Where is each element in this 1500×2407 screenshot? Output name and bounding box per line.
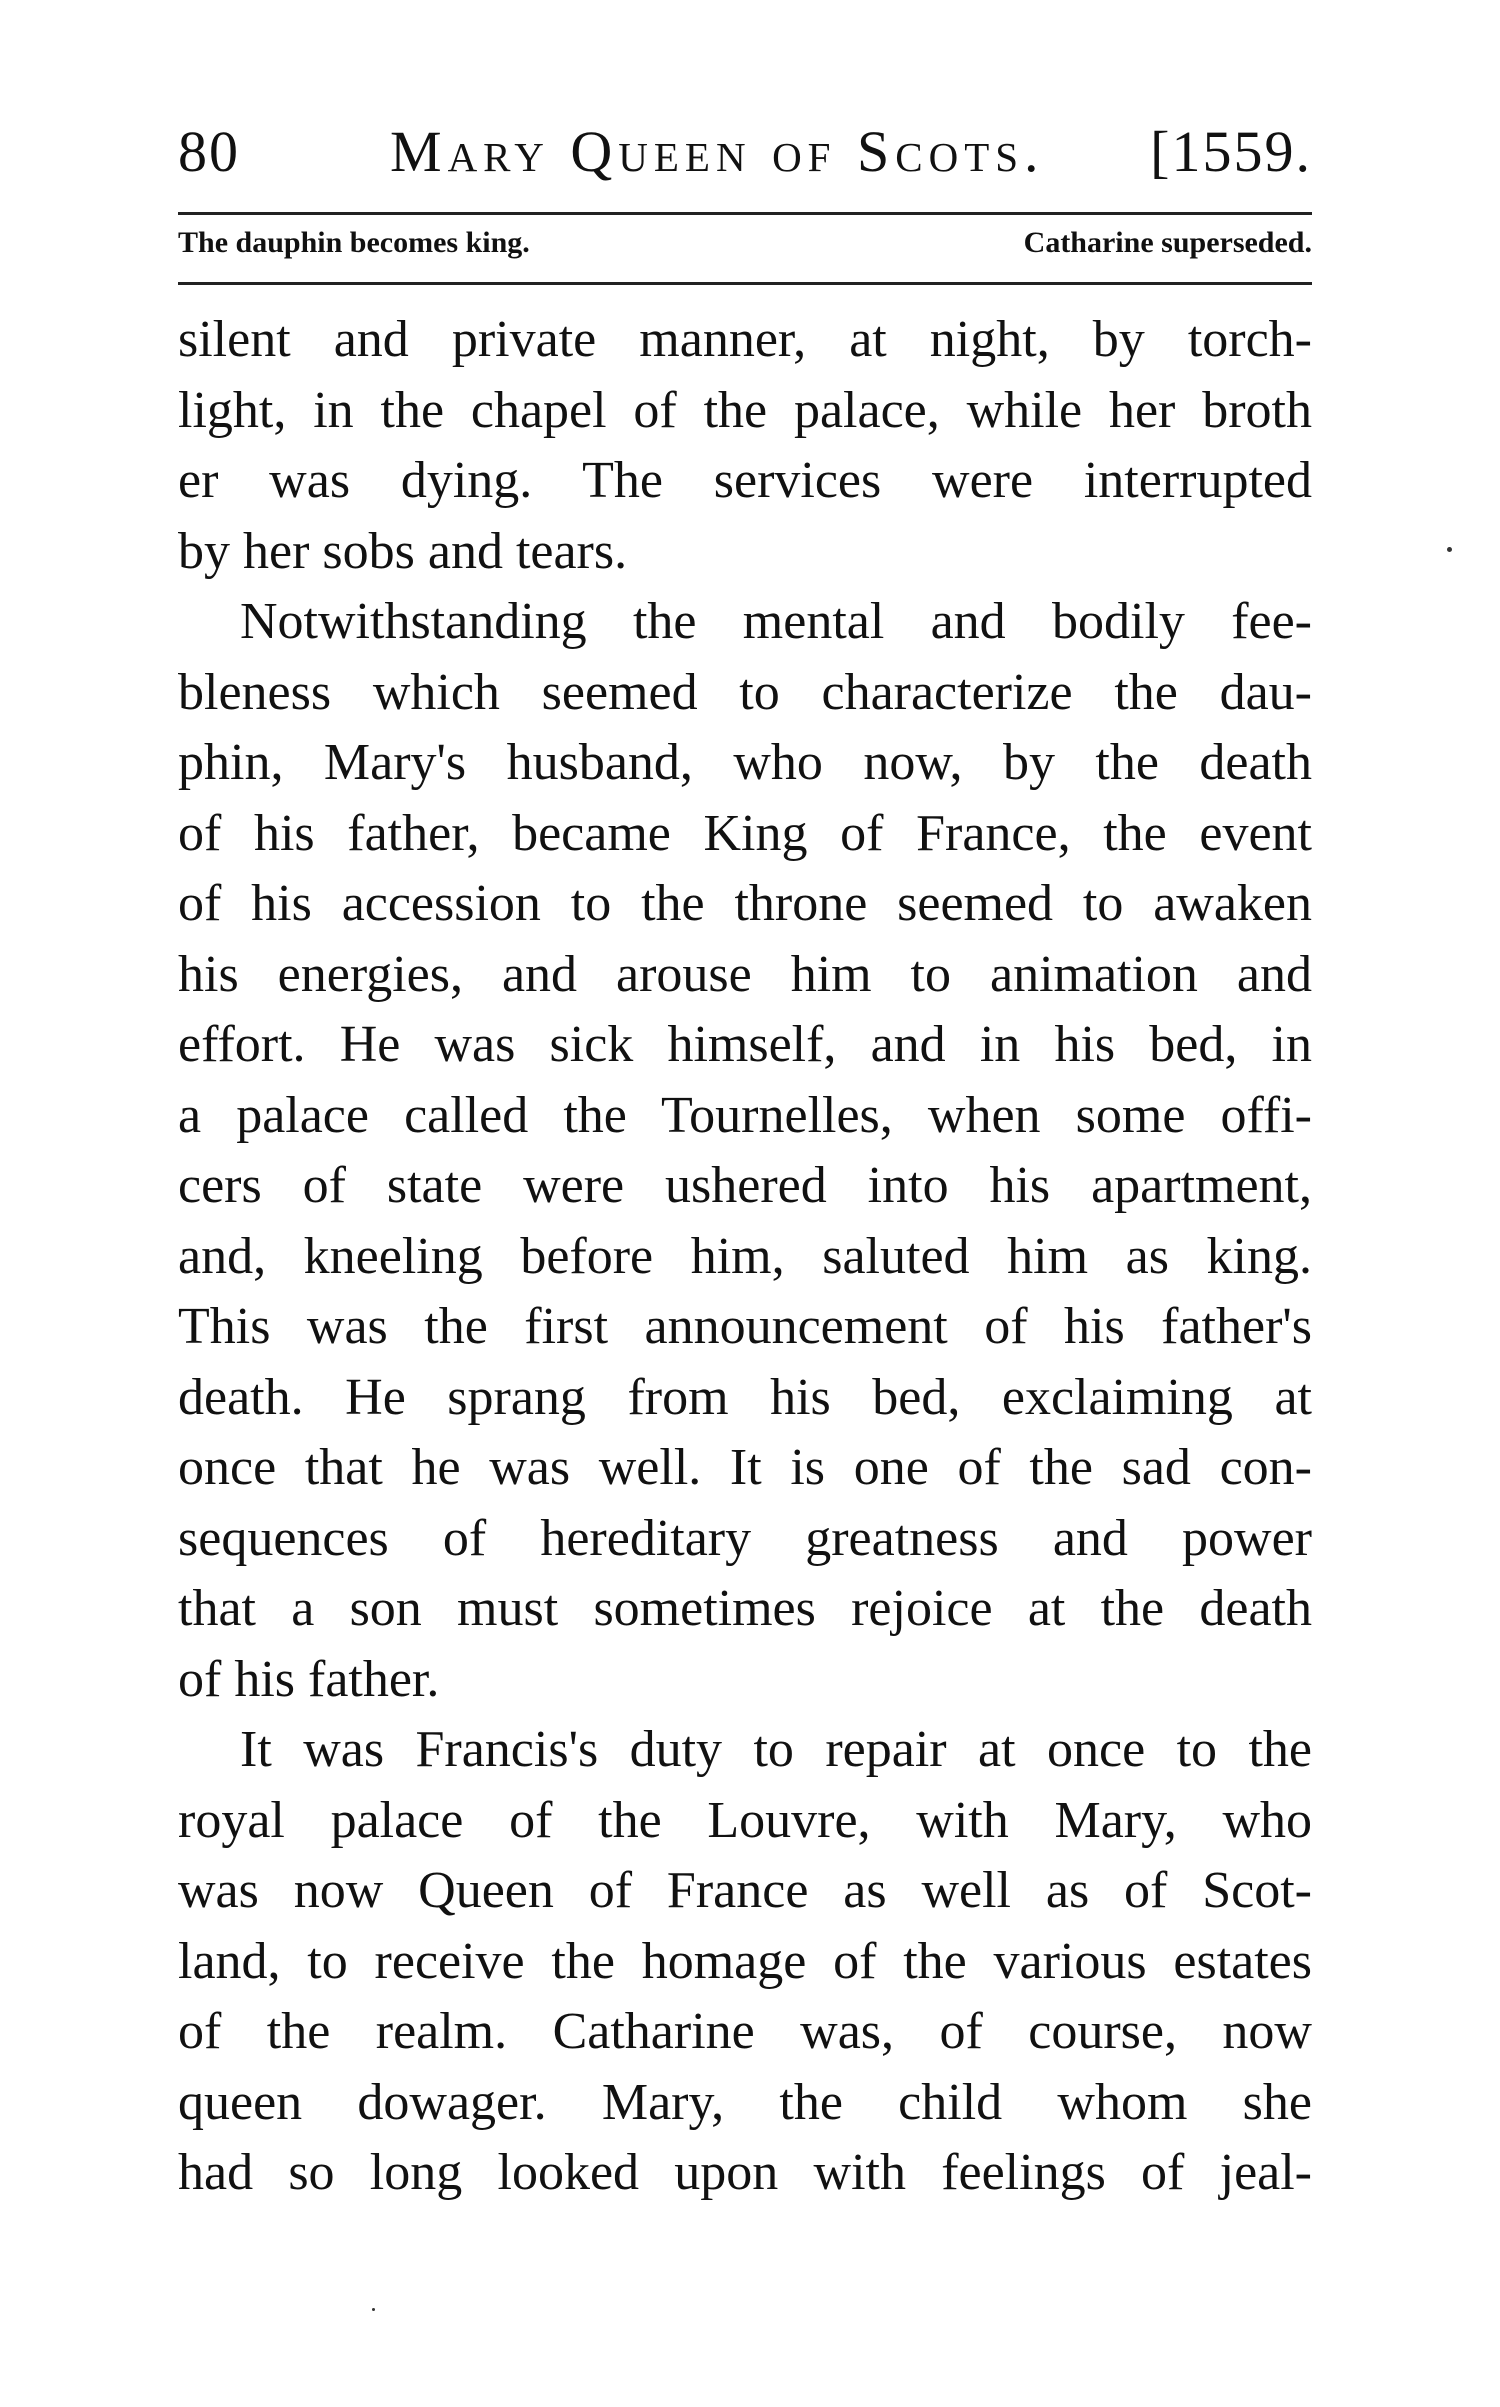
text-line: and, kneeling before him, saluted him as king. <box>178 1227 1312 1285</box>
header-rule-top <box>178 212 1312 215</box>
text-line: land, to receive the homage of the various estates <box>178 1932 1312 1990</box>
page-number: 80 <box>178 119 240 184</box>
text-line: phin, Mary's husband, who now, by the death <box>178 734 1312 791</box>
text-line: had so long looked upon with feelings of jeal- <box>178 2144 1312 2201</box>
margin-speck <box>1447 547 1452 552</box>
book-title: Mary Queen of Scots. <box>390 119 1045 184</box>
text-line: a palace called the Tournelles, when some offi- <box>178 1086 1312 1144</box>
text-line: of the realm. Catharine was, of course, now <box>178 2003 1312 2060</box>
margin-speck <box>372 2308 375 2311</box>
sidenote-right: Catharine superseded. <box>1023 226 1312 259</box>
text-line: silent and private manner, at night, by torch- <box>178 311 1312 368</box>
text-line: of his father. <box>178 1650 440 1708</box>
text-line: of his accession to the throne seemed to awaken <box>178 875 1312 932</box>
sidenote-bar <box>178 226 1312 270</box>
text-line: It was Francis's duty to repair at once to the <box>240 1721 1312 1778</box>
text-line: cers of state were ushered into his apartment, <box>178 1157 1312 1214</box>
body-text <box>178 305 1312 2209</box>
text-line: his energies, and arouse him to animation and <box>178 945 1312 1003</box>
text-line: er was dying. The services were interrupted <box>178 452 1312 509</box>
text-line: This was the first announcement of his father's <box>178 1298 1312 1355</box>
text-line: once that he was well. It is one of the sad con- <box>178 1439 1312 1496</box>
text-line: bleness which seemed to characterize the dau- <box>178 663 1312 721</box>
running-head <box>178 118 1312 190</box>
text-line: effort. He was sick himself, and in his bed, in <box>178 1016 1312 1073</box>
text-line: light, in the chapel of the palace, while her broth <box>178 381 1312 439</box>
text-line: royal palace of the Louvre, with Mary, who <box>178 1791 1312 1849</box>
header-rule-bottom <box>178 282 1312 285</box>
text-line: sequences of hereditary greatness and power <box>178 1509 1312 1567</box>
text-line: Notwithstanding the mental and bodily fee- <box>240 593 1312 650</box>
text-line: by her sobs and tears. <box>178 522 628 580</box>
text-line: death. He sprang from his bed, exclaiming at <box>178 1368 1312 1426</box>
sidenote-left: The dauphin becomes king. <box>178 226 530 259</box>
text-line: queen dowager. Mary, the child whom she <box>178 2073 1312 2131</box>
text-line: of his father, became King of France, the event <box>178 804 1312 862</box>
text-line: was now Queen of France as well as of Scot- <box>178 1862 1312 1919</box>
text-line: that a son must sometimes rejoice at the death <box>178 1580 1312 1637</box>
year-marker: [1559. <box>1150 119 1312 184</box>
